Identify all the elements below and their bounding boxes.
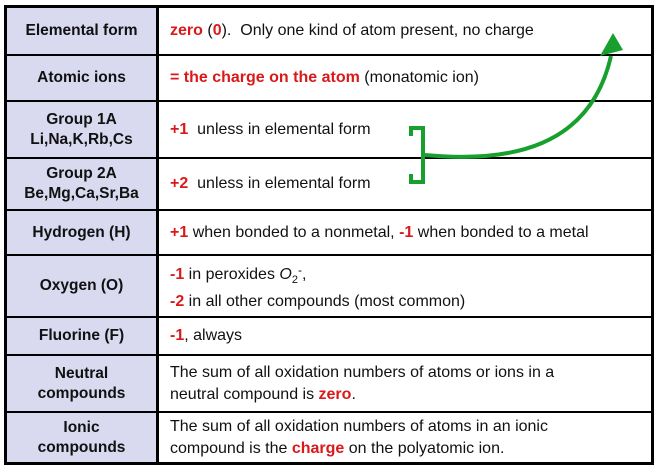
text-segment: when bonded to a metal (413, 223, 589, 241)
label-line: Group 2A (46, 165, 117, 182)
label-line: Hydrogen (H) (32, 223, 131, 241)
row-label-group-2a (7, 159, 159, 209)
text-segment: -1 (170, 327, 185, 344)
text-segment: unless in elemental form (188, 175, 371, 192)
table-row-elemental-form (7, 8, 651, 54)
text-line (170, 222, 649, 244)
row-content-neutral-compounds (159, 356, 651, 411)
row-label-neutral-compounds (7, 356, 159, 411)
text-segment: zero (170, 22, 203, 39)
table-row-oxygen (7, 254, 651, 316)
label-line: Elemental form (25, 22, 138, 39)
text-segment: +1 (170, 120, 189, 138)
label-line: Be,Mg,Ca,Sr,Ba (24, 185, 139, 202)
table-row-hydrogen (7, 209, 651, 254)
text-segment: neutral compound is (170, 385, 319, 403)
text-segment: +2 (170, 175, 189, 192)
label-line: Fluorine (F) (38, 327, 125, 344)
text-segment: in all other compounds (most common) (184, 293, 466, 310)
label-line: Li,Na,K,Rb,Cs (30, 130, 133, 148)
text-line (170, 67, 649, 89)
row-content-atomic-ions (159, 56, 651, 100)
text-line (170, 362, 649, 384)
text-segment: -1 (170, 266, 185, 283)
row-label-group-1a (7, 102, 159, 157)
text-segment: O (279, 266, 292, 283)
text-segment: when bonded to a nonmetal, (188, 223, 400, 241)
row-label-ionic-compounds (7, 413, 159, 462)
text-segment: ( (202, 22, 213, 39)
text-segment: 0 (212, 22, 222, 39)
row-label-oxygen (7, 256, 159, 316)
text-segment: ). Only one kind of atom present, no charge (221, 22, 534, 39)
row-label-elemental-form (7, 8, 159, 54)
text-segment: -2 (170, 293, 185, 310)
text-segment: - (297, 263, 302, 277)
label-line: Ionic (63, 418, 100, 436)
oxidation-table (4, 5, 654, 465)
text-segment: , always (184, 327, 243, 344)
text-segment: = the charge on the atom (170, 69, 360, 86)
label-line: Group 1A (46, 110, 117, 128)
row-content-group-1a (159, 102, 651, 157)
text-segment: -1 (399, 223, 414, 241)
text-line (170, 291, 649, 313)
row-label-atomic-ions (7, 56, 159, 100)
row-content-group-2a (159, 159, 651, 209)
text-segment: The sum of all oxidation numbers of atoms or ions in a (170, 363, 555, 381)
text-segment: charge (291, 439, 345, 457)
text-segment: on the polyatomic ion. (344, 439, 505, 457)
row-content-elemental-form (159, 8, 651, 54)
label-line: Atomic ions (37, 69, 126, 86)
row-content-hydrogen (159, 211, 651, 254)
text-line (170, 416, 649, 438)
text-line (170, 384, 649, 406)
text-segment: The sum of all oxidation numbers of atoms in an ionic (170, 417, 548, 435)
text-segment: +1 (170, 223, 189, 241)
label-line: compounds (37, 384, 126, 402)
text-line (170, 438, 649, 460)
table-row-group-2a (7, 157, 651, 209)
text-segment: (monatomic ion) (359, 69, 479, 86)
text-segment: in peroxides (184, 266, 280, 283)
row-label-hydrogen (7, 211, 159, 254)
table-row-group-1a (7, 100, 651, 157)
text-line (170, 20, 649, 42)
text-segment: , (301, 266, 307, 283)
row-content-ionic-compounds (159, 413, 651, 462)
label-line: compounds (37, 438, 126, 456)
table-row-neutral-compounds (7, 354, 651, 411)
text-line (170, 259, 649, 291)
table-row-fluorine (7, 316, 651, 354)
row-label-fluorine (7, 318, 159, 354)
text-line (170, 173, 649, 195)
label-line: Neutral (54, 364, 109, 382)
row-content-oxygen (159, 256, 651, 316)
text-segment: . (351, 385, 356, 403)
label-line: Oxygen (O) (39, 277, 124, 294)
table-row-atomic-ions (7, 54, 651, 100)
text-line (170, 119, 649, 141)
text-segment: compound is the (170, 439, 292, 457)
text-segment: unless in elemental form (188, 120, 371, 138)
row-content-fluorine (159, 318, 651, 354)
text-segment: 2 (291, 274, 298, 286)
text-segment: zero (318, 385, 352, 403)
text-line (170, 325, 649, 347)
table-row-ionic-compounds (7, 411, 651, 462)
